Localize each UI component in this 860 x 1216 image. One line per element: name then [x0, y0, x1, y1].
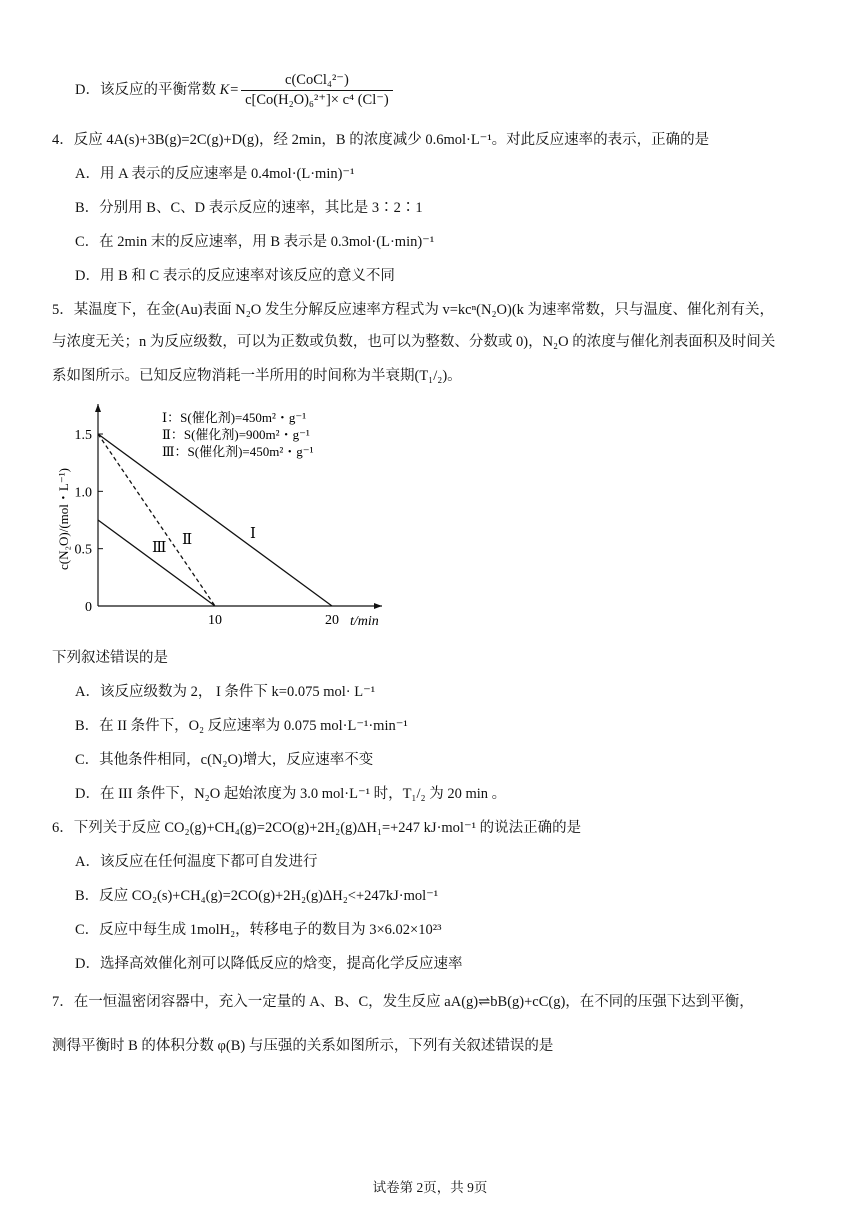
legend-entry: Ⅱ：S(催化剂)=900m²・g⁻¹	[162, 427, 310, 442]
q6-option-c: C．反应中每生成 1molH₂，转移电子的数目为 3×6.02×10²³	[75, 922, 442, 938]
page-footer: 试卷第 2页，共 9页	[372, 1180, 488, 1195]
x-axis-arrow	[374, 603, 382, 609]
q6-option-a: A．该反应在任何温度下都可自发进行	[75, 854, 318, 870]
series-line-Ⅰ	[98, 434, 332, 606]
series-label-Ⅰ: Ⅰ	[250, 526, 256, 542]
x-tick-label: 10	[208, 613, 222, 628]
series-label-Ⅲ: Ⅲ	[152, 540, 167, 556]
q4-option-a: A．用 A 表示的反应速率是 0.4mol·(L·min)⁻¹	[75, 166, 355, 182]
equilibrium-constant-fraction	[241, 72, 393, 109]
y-axis-arrow	[95, 404, 101, 412]
y-tick-label: 0.5	[74, 542, 92, 558]
y-tick-label: 1.0	[74, 485, 92, 501]
x-tick-label: 20	[325, 613, 339, 628]
y-tick-label: 1.5	[74, 428, 92, 443]
q4-option-d: D．用 B 和 C 表示的反应速率对该反应的意义不同	[75, 268, 395, 284]
q5-option-d: D．在 III 条件下，N₂O 起始浓度为 3.0 mol·L⁻¹ 时，T₁/₂ 为 20 min 。	[75, 786, 507, 802]
q5-stem-line2: 与浓度无关；n 为反应级数，可以为正数或负数，也可以为整数、分数或 0)，N₂O 的浓度与催化剂表面积及时间关	[52, 334, 776, 350]
legend-entry: Ⅰ：S(催化剂)=450m²・g⁻¹	[162, 410, 307, 425]
series-line-Ⅱ	[98, 434, 215, 606]
q3-option-d-label: D．该反应的平衡常数	[75, 81, 216, 98]
q5-after-chart: 下列叙述错误的是	[52, 650, 168, 666]
q4-option-b: B．分别用 B、C、D 表示反应的速率，其比是 3∶2∶1	[75, 200, 423, 216]
q5-option-b: B．在 II 条件下，O₂ 反应速率为 0.075 mol·L⁻¹·min⁻¹	[75, 718, 408, 734]
x-axis-label: t/min	[350, 614, 379, 629]
chart-svg	[52, 398, 392, 634]
q3-option-d-k: K=	[219, 81, 240, 98]
y-tick-label: 0	[85, 600, 92, 615]
series-line-Ⅲ	[98, 520, 215, 606]
q5-stem-line3: 系如图所示。已知反应物消耗一半所用的时间称为半衰期(T₁/₂)。	[52, 368, 462, 384]
q3-option-d	[75, 72, 393, 109]
q7-stem-line1: 7．在一恒温密闭容器中，充入一定量的 A、B、C，发生反应 aA(g)⇌bB(g)+cC(g)，在不同的压强下达到平衡，	[52, 994, 754, 1010]
q4-option-c: C．在 2min 末的反应速率，用 B 表示是 0.3mol·(L·min)⁻¹	[75, 234, 435, 250]
legend-entry: Ⅲ：S(催化剂)=450m²・g⁻¹	[162, 444, 314, 459]
series-label-Ⅱ: Ⅱ	[182, 532, 193, 548]
fraction-denominator: c[Co(H₂O)₆²⁺]× c⁴ (Cl⁻)	[245, 92, 389, 108]
y-axis-label: c(N₂O)/(mol・L⁻¹)	[56, 468, 71, 570]
q4-stem: 4．反应 4A(s)+3B(g)=2C(g)+D(g)，经 2min，B 的浓度减少 0.6mol·L⁻¹。对此反应速率的表示，正确的是	[52, 132, 710, 148]
q5-stem-line1: 5．某温度下，在金(Au)表面 N₂O 发生分解反应速率方程式为 v=kcⁿ(N₂O)(k 为速率常数，只与温度、催化剂有关，	[52, 302, 775, 318]
q6-option-b: B．反应 CO₂(s)+CH₄(g)=2CO(g)+2H₂(g)ΔH₂<+247kJ·mol⁻¹	[75, 888, 439, 904]
q7-stem-line2: 测得平衡时 B 的体积分数 φ(B) 与压强的关系如图所示，下列有关叙述错误的是	[52, 1038, 554, 1054]
n2o-concentration-chart	[52, 398, 392, 634]
q5-option-c: C．其他条件相同，c(N₂O)增大，反应速率不变	[75, 752, 374, 768]
q5-option-a: A．该反应级数为 2， I 条件下 k=0.075 mol· L⁻¹	[75, 684, 376, 700]
q6-stem: 6．下列关于反应 CO₂(g)+CH₄(g)=2CO(g)+2H₂(g)ΔH₁=+247 kJ·mol⁻¹ 的说法正确的是	[52, 820, 582, 836]
q6-option-d: D．选择高效催化剂可以降低反应的焓变，提高化学反应速率	[75, 956, 463, 972]
fraction-numerator: c(CoCl₄²⁻)	[241, 72, 393, 91]
